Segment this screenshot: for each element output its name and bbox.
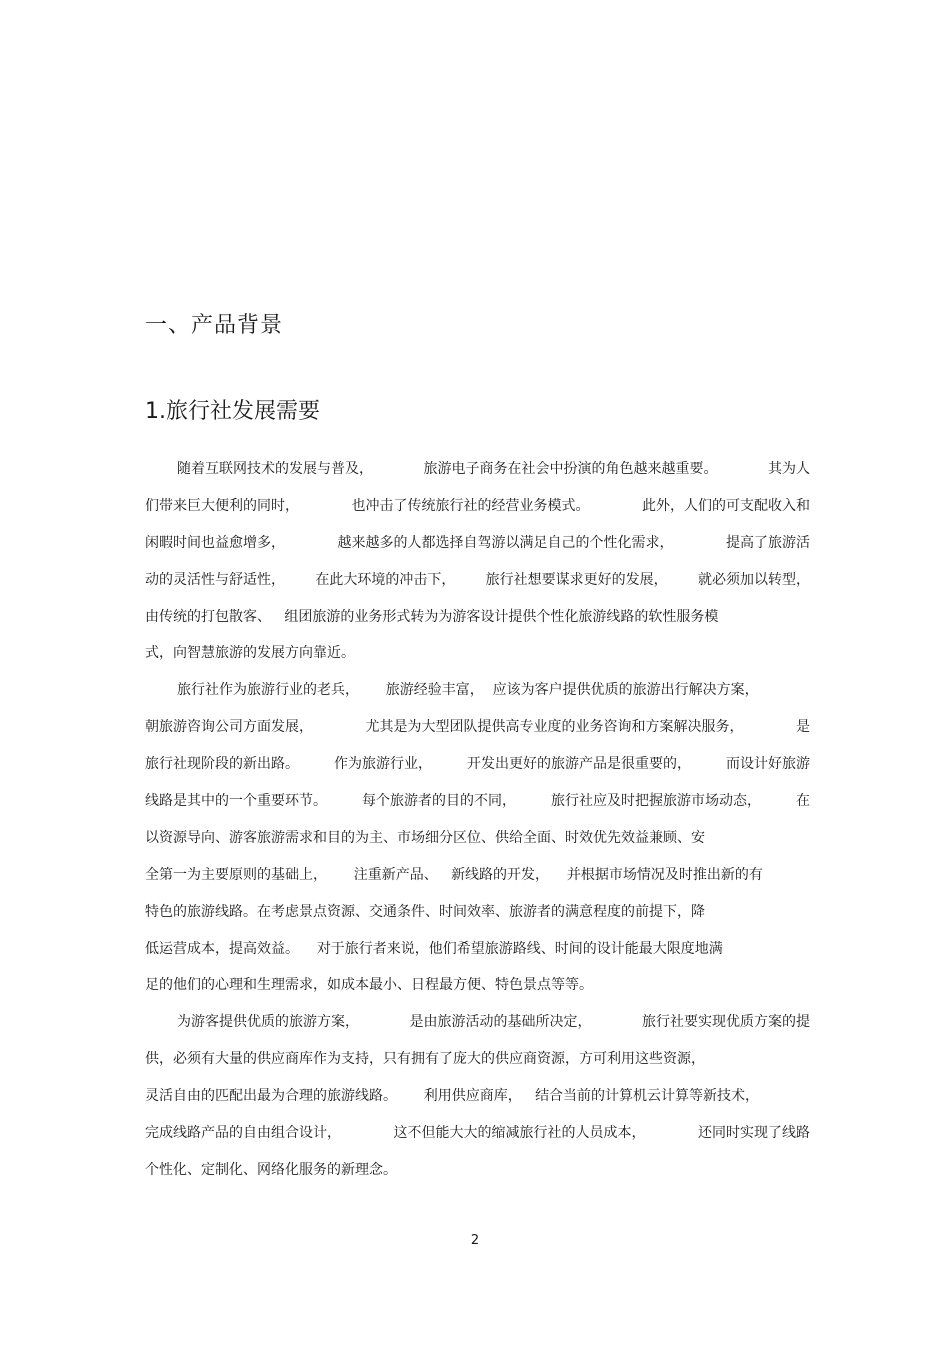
text-segment: 为游客提供优质的旅游方案， [177, 1014, 359, 1031]
text-segment: 每个旅游者的目的不同， [362, 793, 516, 810]
text-segment: 在此大环境的冲击下， [315, 571, 456, 588]
text-line [145, 936, 810, 973]
text-segment: 而设计好旅游 [726, 756, 810, 773]
text-segment: 利用供应商库， [423, 1088, 522, 1105]
text-segment: 结合当前的计算机云计算等新技术， [535, 1088, 760, 1105]
text-line [145, 825, 810, 862]
text-line [145, 567, 810, 604]
text-segment: 并根据市场情况及时推出新的有 [566, 866, 763, 883]
text-segment: 尤其是为大型团队提供高专业度的业务咨询和方案解决服务， [365, 719, 744, 736]
text-line [145, 1046, 810, 1083]
section-title: 一、产品背景 [145, 313, 284, 338]
text-segment: 足的他们的心理和生理需求，如成本最小、日程最方便、特色景点等等。 [145, 977, 593, 994]
text-line [145, 456, 810, 493]
text-line [145, 1157, 810, 1194]
text-segment: 其为人 [768, 461, 810, 477]
text-segment: 作为旅游行业， [334, 756, 432, 773]
text-segment: 灵活自由的匹配出最为合理的旅游线路。 [145, 1088, 397, 1105]
text-segment: 全第一为主要原则的基础上， [145, 866, 327, 883]
text-segment: 越来越多的人都选择自驾游以满足自己的个性化需求， [337, 534, 674, 551]
text-segment: 旅游电子商务在社会中扮演的角色越来越重要。 [423, 461, 718, 477]
text-segment: 对于旅行者来说，他们希望旅游路线、时间的设计能最大限度地满 [316, 940, 723, 957]
text-segment: 旅行社想要谋求更好的发展， [485, 571, 668, 588]
text-line [145, 1120, 810, 1157]
text-segment: 个性化、定制化、网络化服务的新理念。 [145, 1161, 397, 1178]
text-segment: 旅行社要实现优质方案的提 [642, 1014, 810, 1031]
text-line [145, 899, 810, 936]
text-segment: 旅行社应及时把握旅游市场动态， [551, 793, 761, 810]
text-segment: 旅行社作为旅游行业的老兵， [177, 682, 359, 699]
text-line [145, 677, 810, 714]
text-segment: 应该为客户提供优质的旅游出行解决方案， [492, 682, 759, 699]
text-line [145, 530, 810, 567]
text-segment: 旅游经验丰富， [385, 682, 484, 699]
page-number: 2 [470, 1233, 480, 1248]
text-segment: 组团旅游的业务形式转为为游客设计提供个性化旅游线路的软性服务模 [284, 608, 719, 625]
text-segment: 完成线路产品的自由组合设计， [145, 1125, 341, 1142]
text-segment: 由传统的打包散客、 [145, 608, 271, 625]
text-segment: 新线路的开发， [451, 866, 550, 883]
text-segment: 以资源导向、游客旅游需求和目的为主、市场细分区位、供给全面、时效优先效益兼顾、安 [145, 829, 705, 846]
text-segment: 朝旅游咨询公司方面发展， [145, 719, 313, 736]
text-segment: 低运营成本，提高效益。 [145, 940, 299, 957]
text-segment: 也冲击了传统旅行社的经营业务模式。 [351, 497, 590, 514]
text-line [145, 751, 810, 788]
text-segment: 线路是其中的一个重要环节。 [145, 793, 327, 810]
text-line [145, 1083, 810, 1120]
text-segment: 供，必须有大量的供应商库作为支持，只有拥有了庞大的供应商资源，方可利用这些资源， [145, 1051, 705, 1068]
text-line [145, 604, 810, 641]
text-segment: 还同时实现了线路 [698, 1125, 810, 1142]
text-segment: 旅行社现阶段的新出路。 [145, 756, 299, 773]
text-line [145, 640, 810, 677]
body-text [145, 456, 810, 1194]
text-segment: 特色的旅游线路。在考虑景点资源、交通条件、时间效率、旅游者的满意程度的前提下，降 [145, 903, 705, 920]
text-segment: 在 [796, 793, 810, 810]
text-line [145, 972, 810, 1009]
text-segment: 式，向智慧旅游的发展方向靠近。 [145, 645, 355, 662]
text-line [145, 788, 810, 825]
text-segment: 闲暇时间也益愈增多， [145, 534, 285, 551]
text-line [145, 862, 810, 899]
text-segment: 是 [796, 719, 810, 736]
text-segment: 这不但能大大的缩减旅行社的人员成本， [393, 1125, 646, 1142]
text-line [145, 493, 810, 530]
text-segment: 是由旅游活动的基础所决定， [409, 1014, 592, 1031]
text-segment: 就必须加以转型， [697, 571, 810, 588]
text-segment: 动的灵活性与舒适性， [145, 571, 285, 588]
text-segment: 提高了旅游活 [726, 534, 810, 551]
text-line [145, 714, 810, 751]
text-segment: 此外，人们的可支配收入和 [642, 497, 810, 514]
text-line [145, 1009, 810, 1046]
text-segment: 们带来巨大便利的同时， [145, 497, 299, 514]
text-segment: 注重新产品、 [353, 866, 438, 883]
subsection-title: 1.旅行社发展需要 [145, 399, 320, 424]
text-segment: 开发出更好的旅游产品是很重要的， [467, 756, 691, 773]
text-segment: 随着互联网技术的发展与普及， [177, 461, 373, 477]
